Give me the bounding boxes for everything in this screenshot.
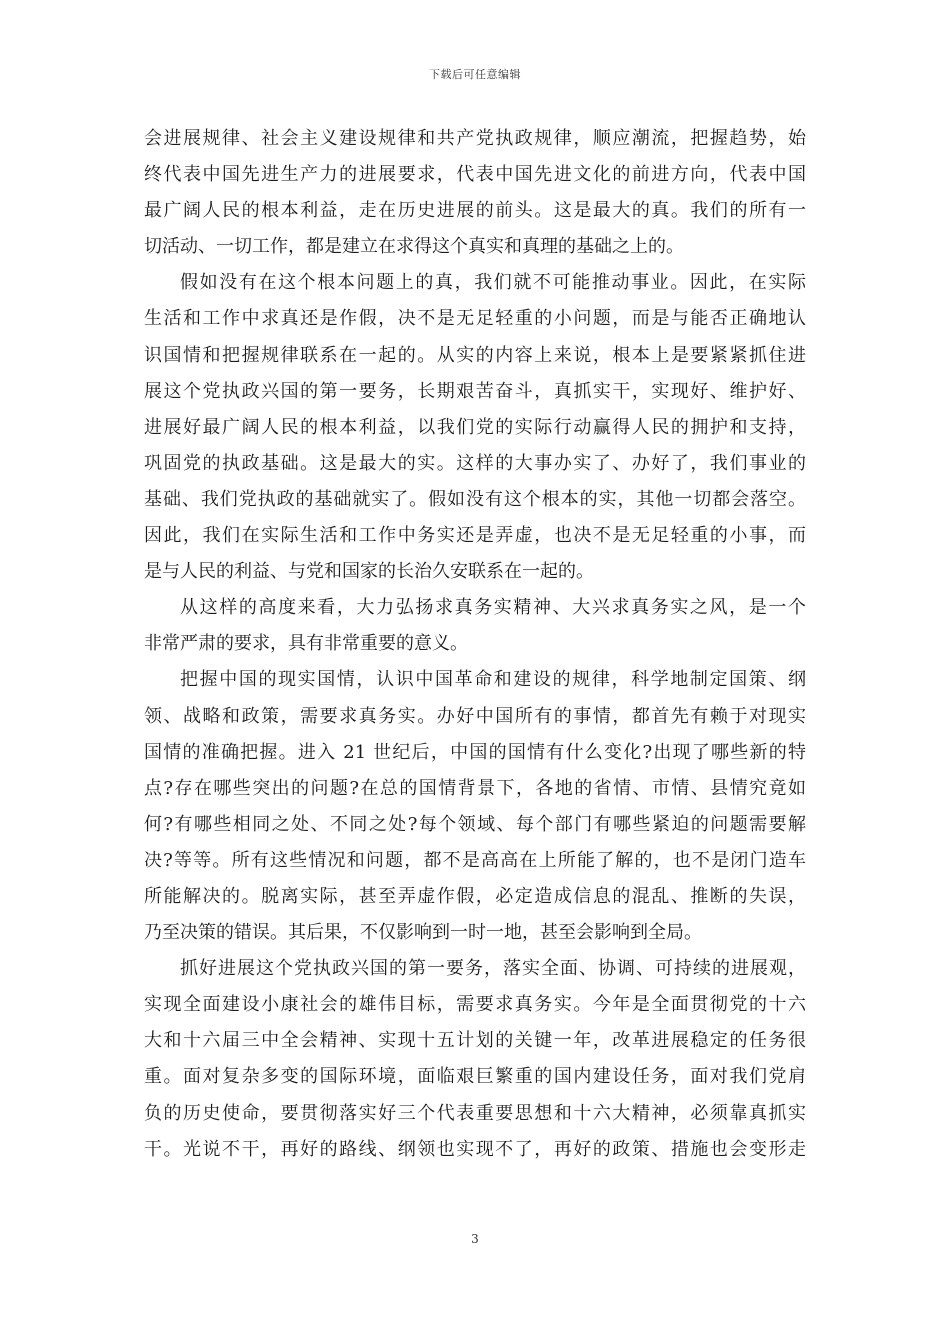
text-line: 生活和工作中求真还是作假，决不是无足轻重的小问题，而是与能否正确地认: [144, 308, 806, 330]
text-line: 领、战略和政策，需要求真务实。办好中国所有的事情，都首先有赖于对现实: [144, 705, 806, 727]
text-line: 是与人民的利益、与党和国家的长治久安联系在一起的。: [144, 561, 594, 583]
text-line: 国情的准确把握。进入 21 世纪后，中国的国情有什么变化?出现了哪些新的特: [144, 741, 806, 763]
text-line: 决?等等。所有这些情况和问题，都不是高高在上所能了解的，也不是闭门造车: [144, 849, 806, 871]
text-line: 识国情和把握规律联系在一起的。从实的内容上来说，根本上是要紧紧抓住进: [144, 344, 806, 366]
text-line: 非常严肃的要求，具有非常重要的意义。: [144, 633, 468, 655]
text-line: 因此，我们在实际生活和工作中务实还是弄虚，也决不是无足轻重的小事，而: [144, 525, 806, 547]
text-line: 从这样的高度来看，大力弘扬求真务实精神、大兴求真务实之风，是一个: [180, 597, 806, 619]
page-header: 下载后可任意编辑: [429, 68, 521, 81]
text-line: 会进展规律、社会主义建设规律和共产党执政规律，顺应潮流，把握趋势，始: [144, 128, 806, 149]
document-body: [144, 121, 806, 1168]
text-line: 乃至决策的错误。其后果，不仅影响到一时一地，甚至会影响到全局。: [144, 922, 702, 944]
text-line: 切活动、一切工作，都是建立在求得这个真实和真理的基础之上的。: [144, 236, 684, 258]
text-line: 所能解决的。脱离实际，甚至弄虚作假，必定造成信息的混乱、推断的失误，: [144, 885, 806, 907]
text-line: 基础、我们党执政的基础就实了。假如没有这个根本的实，其他一切都会落空。: [144, 488, 806, 510]
text-line: 负的历史使命，要贯彻落实好三个代表重要思想和十六大精神，必须靠真抓实: [144, 1102, 806, 1124]
text-line: 何?有哪些相同之处、不同之处?每个领域、每个部门有哪些紧迫的问题需要解: [144, 813, 806, 835]
text-line: 把握中国的现实国情，认识中国革命和建设的规律，科学地制定国策、纲: [180, 669, 806, 691]
text-line: 抓好进展这个党执政兴国的第一要务，落实全面、协调、可持续的进展观，: [180, 958, 806, 980]
page-number: 3: [471, 1232, 479, 1246]
text-line: 进展好最广阔人民的根本利益，以我们党的实际行动赢得人民的拥护和支持，: [144, 416, 806, 438]
text-line: 展这个党执政兴国的第一要务，长期艰苦奋斗，真抓实干，实现好、维护好、: [144, 380, 806, 402]
text-line: 大和十六届三中全会精神、实现十五计划的关键一年，改革进展稳定的任务很: [144, 1030, 806, 1052]
text-line: 实现全面建设小康社会的雄伟目标，需要求真务实。今年是全面贯彻党的十六: [144, 994, 806, 1016]
text-line: 终代表中国先进生产力的进展要求，代表中国先进文化的前进方向，代表中国: [144, 164, 806, 186]
text-line: 假如没有在这个根本问题上的真，我们就不可能推动事业。因此，在实际: [180, 272, 806, 294]
text-line: 巩固党的执政基础。这是最大的实。这样的大事办实了、办好了，我们事业的: [144, 452, 806, 474]
text-line: 干。光说不干，再好的路线、纲领也实现不了，再好的政策、措施也会变形走: [144, 1138, 806, 1160]
text-line: 重。面对复杂多变的国际环境，面临艰巨繁重的国内建设任务，面对我们党肩: [144, 1066, 806, 1088]
text-line: 点?存在哪些突出的问题?在总的国情背景下，各地的省情、市情、县情究竟如: [144, 777, 806, 799]
text-line: 最广阔人民的根本利益，走在历史进展的前头。这是最大的真。我们的所有一: [144, 200, 806, 222]
